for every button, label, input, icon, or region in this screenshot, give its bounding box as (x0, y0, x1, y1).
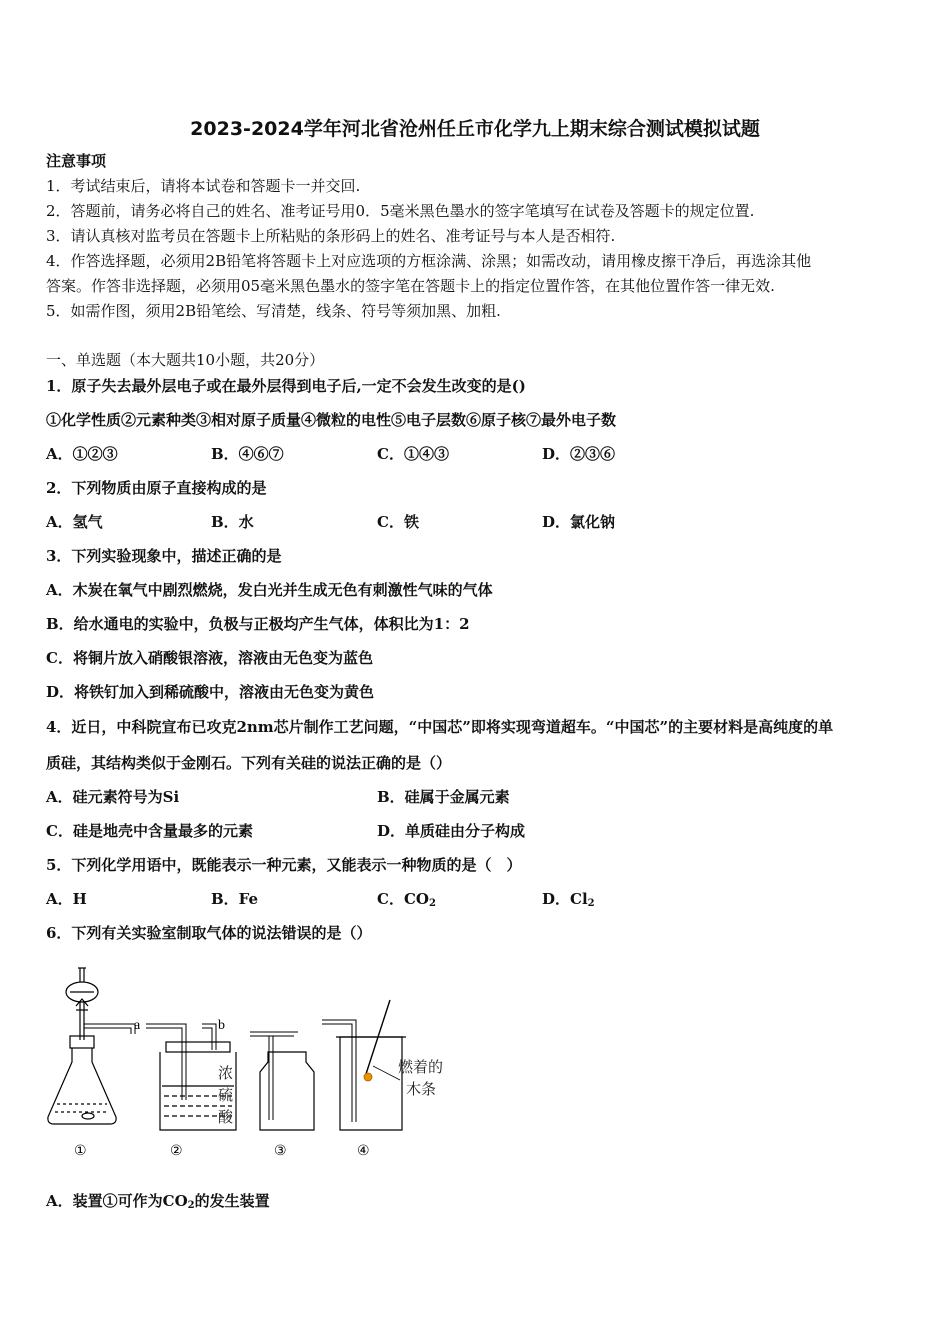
q2-option-c: C．铁 (377, 513, 419, 531)
q5-option-a: A．H (46, 890, 87, 908)
q4-option-a: A．硅元素符号为Si (46, 788, 180, 806)
q3-option-a: A．木炭在氧气中剧烈燃烧，发白光并生成无色有刺激性气味的气体 (46, 581, 493, 599)
question-6-stem: 6．下列有关实验室制取气体的说法错误的是（） (46, 924, 372, 942)
question-1-list: ①化学性质②元素种类③相对原子质量④微粒的电性⑤电子层数⑥原子核⑦最外电子数 (46, 411, 617, 429)
strip-label-2: 木条 (406, 1080, 437, 1098)
apparatus-number-3: ③ (274, 1143, 287, 1159)
q1-option-a: A．①②③ (46, 445, 118, 463)
section-heading: 一、单选题（本大题共10小题，共20分） (46, 351, 325, 369)
q4-option-b: B．硅属于金属元素 (377, 788, 510, 806)
notice-item: 5．如需作图，须用2B铅笔绘、写清楚，线条、符号等须加黑、加粗. (46, 302, 501, 320)
notice-heading: 注意事项 (46, 152, 107, 170)
apparatus-number-4: ④ (357, 1143, 370, 1159)
q5-option-d: D．$Cl_2$ (542, 890, 595, 909)
q3-option-b: B．给水通电的实验中，负极与正极均产生气体，体积比为1：2 (46, 615, 470, 633)
q5-option-b: B．Fe (211, 890, 259, 908)
q4-option-c: C．硅是地壳中含量最多的元素 (46, 822, 253, 840)
apparatus-3-bottle (250, 1032, 314, 1130)
port-b-label: b (218, 1018, 225, 1033)
port-a-label: a (134, 1018, 141, 1033)
apparatus-4-bottle (322, 1000, 406, 1130)
q3-option-c: C．将铜片放入硝酸银溶液，溶液由无色变为蓝色 (46, 649, 373, 667)
notice-item: 4．作答选择题，必须用2B铅笔将答题卡上对应选项的方框涂满、涂黑；如需改动，请用橡皮擦干净后，再选涂其他 (46, 252, 812, 270)
flame-icon (364, 1073, 372, 1081)
q2-option-a: A．氢气 (46, 513, 103, 531)
q2-option-d: D．氯化钠 (542, 513, 616, 531)
q4-option-d: D．单质硅由分子构成 (377, 822, 526, 840)
question-2-stem: 2．下列物质由原子直接构成的是 (46, 479, 267, 497)
strip-label-1: 燃着的 (398, 1058, 444, 1076)
apparatus-1-flask (48, 968, 135, 1124)
q1-option-d: D．②③⑥ (542, 445, 616, 463)
acid-label-2: 硫 (218, 1086, 234, 1104)
notice-item: 3．请认真核对监考员在答题卡上所粘贴的条形码上的姓名、准考证号与本人是否相符. (46, 227, 616, 245)
question-4-stem-line2: 质硅，其结构类似于金刚石。下列有关硅的说法正确的是（） (46, 754, 452, 772)
question-3-stem: 3．下列实验现象中，描述正确的是 (46, 547, 282, 565)
page-title: 2023-2024学年河北省沧州任丘市化学九上期末综合测试模拟试题 (190, 118, 760, 140)
q1-option-c: C．①④③ (377, 445, 449, 463)
q3-option-d: D．将铁钉加入到稀硫酸中，溶液由无色变为黄色 (46, 683, 375, 701)
acid-label-1: 浓 (218, 1064, 234, 1082)
notice-item: 答案。作答非选择题，必须用05毫米黑色墨水的签字笔在答题卡上的指定位置作答，在其他位置作答一律无效. (46, 277, 775, 295)
apparatus-figure (40, 962, 500, 1167)
question-5-stem: 5．下列化学用语中，既能表示一种元素，又能表示一种物质的是（ ） (46, 856, 522, 874)
question-1-stem: 1．原子失去最外层电子或在最外层得到电子后,一定不会发生改变的是() (46, 377, 526, 395)
acid-label-3: 酸 (218, 1108, 234, 1126)
apparatus-number-1: ① (74, 1143, 87, 1159)
q2-option-b: B．水 (211, 513, 254, 531)
q1-option-b: B．④⑥⑦ (211, 445, 284, 463)
notice-item: 1．考试结束后，请将本试卷和答题卡一并交回. (46, 177, 361, 195)
apparatus-number-2: ② (170, 1143, 183, 1159)
q6-option-a: A．装置①可作为$CO_2$的发生装置 (46, 1192, 270, 1211)
question-4-stem-line1: 4．近日，中科院宣布已攻克2nm芯片制作工艺问题，“中国芯”即将实现弯道超车。“中国芯”的主要材料是高纯度的单 (46, 718, 834, 736)
notice-item: 2．答题前，请务必将自己的姓名、准考证号用0．5毫米黑色墨水的签字笔填写在试卷及答题卡的规定位置. (46, 202, 755, 220)
q5-option-c: C．$CO_2$ (377, 890, 436, 909)
